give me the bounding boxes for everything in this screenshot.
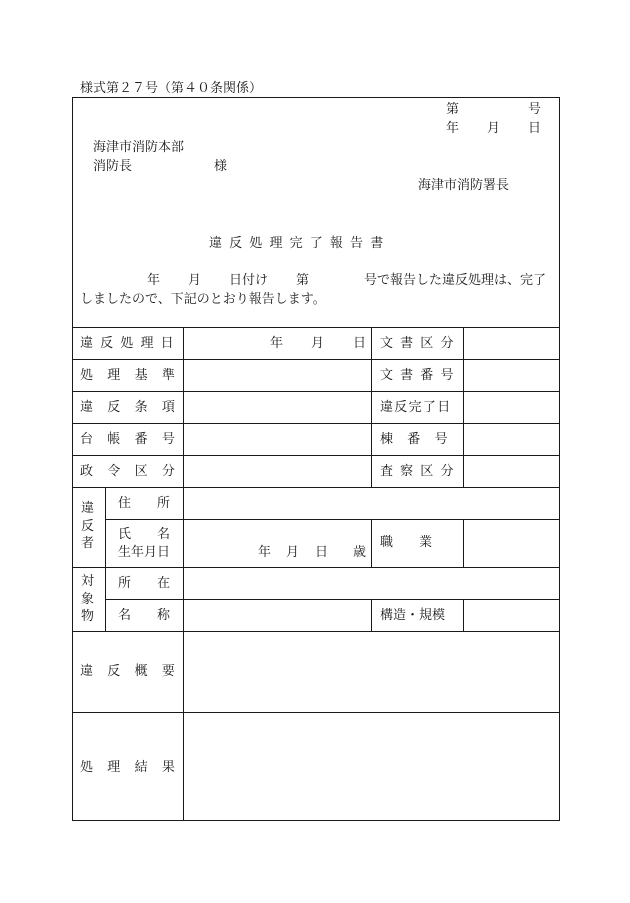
sublabel-column-line	[105, 487, 106, 631]
age-month: 月	[286, 545, 300, 560]
addressee-honorific: 様	[214, 159, 228, 174]
label-violation-completion-date: 違反完了日	[380, 400, 452, 415]
right-label-line	[371, 519, 372, 567]
label-address: 住所	[118, 496, 197, 511]
label-ledger-number: 台帳番号	[80, 432, 190, 447]
violator-char: 違	[81, 501, 95, 516]
row-line	[105, 519, 560, 520]
row-line	[72, 712, 560, 713]
label-violation-article: 違反条項	[80, 400, 190, 415]
label-processing-result: 処理結果	[80, 760, 190, 775]
object-char: 物	[81, 609, 95, 625]
sender: 海津市消防署長	[418, 178, 510, 193]
age-unit: 歳	[353, 545, 367, 560]
row-line	[72, 423, 560, 424]
row-line	[72, 455, 560, 456]
right-value-line	[463, 327, 464, 487]
object-char: 対	[81, 574, 95, 589]
right-label-line	[371, 327, 372, 487]
label-structure-scale: 構造・規模	[380, 608, 446, 623]
label-occupation: 職業	[380, 535, 459, 550]
addressee-org: 海津市消防本部	[93, 140, 185, 155]
row-line	[72, 391, 560, 392]
date-month: 月	[487, 121, 501, 136]
label-document-class: 文書区分	[380, 336, 461, 351]
label-building-number: 棟番号	[380, 432, 462, 447]
violator-char: 反	[81, 518, 95, 534]
label-name: 氏名	[118, 527, 197, 542]
label-location: 所在	[118, 576, 197, 591]
body-dated: 日付け	[229, 273, 269, 288]
label-object-name: 名称	[118, 608, 197, 623]
body-no-prefix: 第	[296, 273, 310, 288]
label-birthdate: 生年月日	[118, 545, 171, 560]
row-line	[72, 567, 560, 568]
age-year: 年	[258, 545, 272, 560]
document-title: 違反処理完了報告書	[209, 236, 391, 251]
label-ordinance-class: 政令区分	[80, 464, 190, 479]
row-line	[72, 631, 560, 632]
addressee-title: 消防長	[93, 159, 133, 174]
violation-date-year: 年	[270, 336, 284, 351]
label-inspection-class: 査察区分	[380, 464, 461, 479]
row-line	[72, 359, 560, 360]
row-line	[105, 599, 560, 600]
right-value-line	[463, 519, 464, 567]
body-line2: しましたので、下記のとおり報告します。	[80, 292, 326, 307]
body-line1-tail: 号で報告した違反処理は、完了	[364, 273, 547, 288]
violation-date-day: 日	[353, 336, 367, 351]
label-violator	[81, 500, 94, 553]
number-suffix: 号	[528, 102, 542, 117]
violation-date-month: 月	[311, 336, 325, 351]
body-month: 月	[188, 273, 202, 288]
violator-char: 者	[81, 536, 95, 552]
label-violation-summary: 違反概要	[80, 664, 190, 679]
label-object	[81, 573, 94, 626]
form-number: 様式第２７号（第４０条関係）	[80, 81, 263, 96]
label-document-number: 文書番号	[380, 368, 461, 383]
label-violation-date: 違反処理日	[80, 336, 181, 351]
date-year: 年	[446, 121, 460, 136]
object-char: 象	[81, 591, 95, 607]
label-processing-standard: 処理基準	[80, 368, 190, 383]
right-value-line	[463, 599, 464, 631]
row-line	[72, 487, 560, 488]
table-top-line	[72, 327, 560, 328]
number-prefix: 第	[446, 102, 460, 117]
body-year: 年	[147, 273, 161, 288]
right-label-line	[371, 599, 372, 631]
date-day: 日	[528, 121, 542, 136]
age-day: 日	[315, 545, 329, 560]
